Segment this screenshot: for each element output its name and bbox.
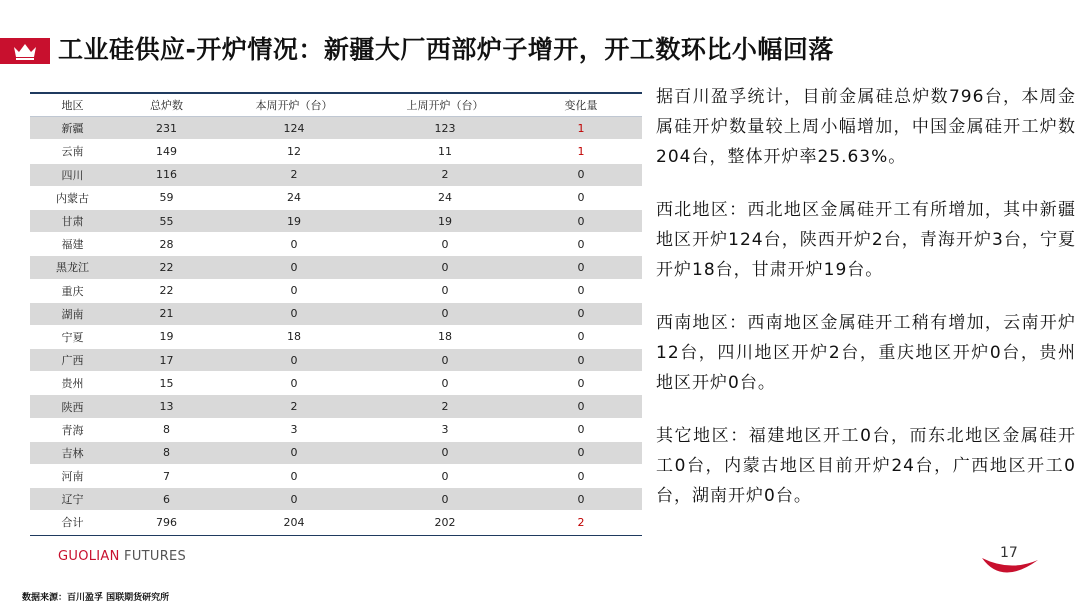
header-this-week: 本周开炉（台） (218, 94, 370, 117)
cell-change: 0 (520, 488, 642, 511)
cell-last-week: 202 (370, 511, 520, 534)
cell-region: 河南 (30, 465, 115, 488)
cell-total: 59 (115, 186, 218, 209)
cell-region: 辽宁 (30, 488, 115, 511)
cell-this-week: 0 (218, 302, 370, 325)
cell-change: 0 (520, 256, 642, 279)
paragraph-southwest: 西南地区：西南地区金属硅开工稍有增加，云南开炉12台，四川地区开炉2台，重庆地区开炉0台，贵州地区开炉0台。 (656, 313, 1076, 393)
table-header-row (30, 94, 642, 117)
table-row (30, 465, 642, 488)
cell-total: 796 (115, 511, 218, 534)
cell-last-week: 2 (370, 163, 520, 186)
cell-total: 149 (115, 140, 218, 163)
cell-region: 新疆 (30, 117, 115, 140)
table-row (30, 302, 642, 325)
cell-total: 17 (115, 349, 218, 372)
cell-total: 15 (115, 372, 218, 395)
brand-logo-text (58, 549, 186, 564)
cell-change: 0 (520, 163, 642, 186)
cell-change: 0 (520, 233, 642, 256)
cell-change: 2 (520, 511, 642, 534)
furnace-table-container (30, 92, 642, 536)
cell-this-week: 24 (218, 186, 370, 209)
cell-total: 13 (115, 395, 218, 418)
cell-last-week: 18 (370, 325, 520, 348)
cell-change: 0 (520, 325, 642, 348)
cell-this-week: 204 (218, 511, 370, 534)
cell-this-week: 0 (218, 233, 370, 256)
cell-region: 云南 (30, 140, 115, 163)
cell-this-week: 0 (218, 256, 370, 279)
table-bottom-rule (30, 535, 642, 536)
cell-total: 22 (115, 279, 218, 302)
cell-total: 231 (115, 117, 218, 140)
cell-change: 1 (520, 140, 642, 163)
cell-this-week: 0 (218, 349, 370, 372)
cell-region: 宁夏 (30, 325, 115, 348)
cell-total: 6 (115, 488, 218, 511)
paragraph-summary: 据百川盈孚统计，目前金属硅总炉数796台，本周金属硅开炉数量较上周小幅增加，中国金属硅开工炉数204台，整体开炉率25.63%。 (656, 87, 1076, 167)
cell-last-week: 0 (370, 372, 520, 395)
cell-this-week: 2 (218, 163, 370, 186)
header-region: 地区 (30, 94, 115, 117)
table-row (30, 209, 642, 232)
cell-region: 湖南 (30, 302, 115, 325)
table-row (30, 441, 642, 464)
cell-last-week: 0 (370, 465, 520, 488)
cell-region: 黑龙江 (30, 256, 115, 279)
cell-change: 0 (520, 279, 642, 302)
cell-region: 贵州 (30, 372, 115, 395)
table-row (30, 233, 642, 256)
cell-this-week: 0 (218, 279, 370, 302)
cell-region: 陕西 (30, 395, 115, 418)
cell-last-week: 0 (370, 349, 520, 372)
cell-total: 28 (115, 233, 218, 256)
cell-region: 重庆 (30, 279, 115, 302)
cell-total: 7 (115, 465, 218, 488)
table-row (30, 256, 642, 279)
cell-last-week: 19 (370, 209, 520, 232)
table-row (30, 372, 642, 395)
cell-this-week: 19 (218, 209, 370, 232)
table-row (30, 186, 642, 209)
cell-last-week: 3 (370, 418, 520, 441)
cell-this-week: 18 (218, 325, 370, 348)
cell-this-week: 2 (218, 395, 370, 418)
brand-part1: GUOLIAN (58, 549, 120, 564)
header-logo-bar (0, 38, 50, 64)
cell-total: 22 (115, 256, 218, 279)
table-row (30, 117, 642, 140)
cell-last-week: 24 (370, 186, 520, 209)
cell-last-week: 0 (370, 233, 520, 256)
cell-last-week: 123 (370, 117, 520, 140)
cell-last-week: 0 (370, 488, 520, 511)
cell-total: 55 (115, 209, 218, 232)
cell-this-week: 0 (218, 465, 370, 488)
cell-last-week: 0 (370, 302, 520, 325)
cell-this-week: 0 (218, 372, 370, 395)
cell-change: 0 (520, 209, 642, 232)
page-number: 17 (1000, 545, 1018, 561)
table-row (30, 349, 642, 372)
cell-last-week: 11 (370, 140, 520, 163)
cell-change: 0 (520, 372, 642, 395)
table-row (30, 511, 642, 534)
cell-change: 0 (520, 302, 642, 325)
brand-part2: FUTURES (119, 549, 187, 564)
paragraph-northwest: 西北地区：西北地区金属硅开工有所增加，其中新疆地区开炉124台，陕西开炉2台，青海开炉3台，宁夏开炉18台，甘肃开炉19台。 (656, 200, 1076, 280)
cell-last-week: 0 (370, 441, 520, 464)
cell-region: 合计 (30, 511, 115, 534)
data-source: 数据来源：百川盈孚 国联期货研究所 (22, 593, 170, 603)
table-body (30, 117, 642, 534)
cell-change: 0 (520, 349, 642, 372)
page-title: 工业硅供应-开炉情况：新疆大厂西部炉子增开，开工数环比小幅回落 (58, 35, 834, 64)
cell-change: 0 (520, 418, 642, 441)
cell-last-week: 0 (370, 279, 520, 302)
cell-this-week: 0 (218, 441, 370, 464)
cell-change: 0 (520, 186, 642, 209)
cell-change: 0 (520, 465, 642, 488)
cell-region: 甘肃 (30, 209, 115, 232)
furnace-table (30, 94, 642, 535)
table-row (30, 325, 642, 348)
cell-total: 116 (115, 163, 218, 186)
table-row (30, 163, 642, 186)
cell-region: 广西 (30, 349, 115, 372)
header-last-week: 上周开炉（台） (370, 94, 520, 117)
table-row (30, 279, 642, 302)
cell-region: 福建 (30, 233, 115, 256)
cell-region: 吉林 (30, 441, 115, 464)
table-row (30, 395, 642, 418)
cell-total: 8 (115, 418, 218, 441)
commentary (656, 82, 1076, 534)
table-row (30, 418, 642, 441)
cell-total: 8 (115, 441, 218, 464)
header-change: 变化量 (520, 94, 642, 117)
cell-change: 0 (520, 441, 642, 464)
cell-this-week: 3 (218, 418, 370, 441)
paragraph-other: 其它地区：福建地区开工0台，而东北地区金属硅开工0台，内蒙古地区目前开炉24台，广西地区开工0台，湖南开炉0台。 (656, 426, 1076, 506)
table-row (30, 140, 642, 163)
cell-total: 21 (115, 302, 218, 325)
cell-last-week: 2 (370, 395, 520, 418)
cell-change: 1 (520, 117, 642, 140)
cell-region: 四川 (30, 163, 115, 186)
cell-last-week: 0 (370, 256, 520, 279)
cell-total: 19 (115, 325, 218, 348)
table-row (30, 488, 642, 511)
cell-region: 内蒙古 (30, 186, 115, 209)
cell-region: 青海 (30, 418, 115, 441)
cell-this-week: 12 (218, 140, 370, 163)
cell-this-week: 124 (218, 117, 370, 140)
crown-icon (12, 41, 38, 61)
cell-change: 0 (520, 395, 642, 418)
cell-this-week: 0 (218, 488, 370, 511)
header-total: 总炉数 (115, 94, 218, 117)
